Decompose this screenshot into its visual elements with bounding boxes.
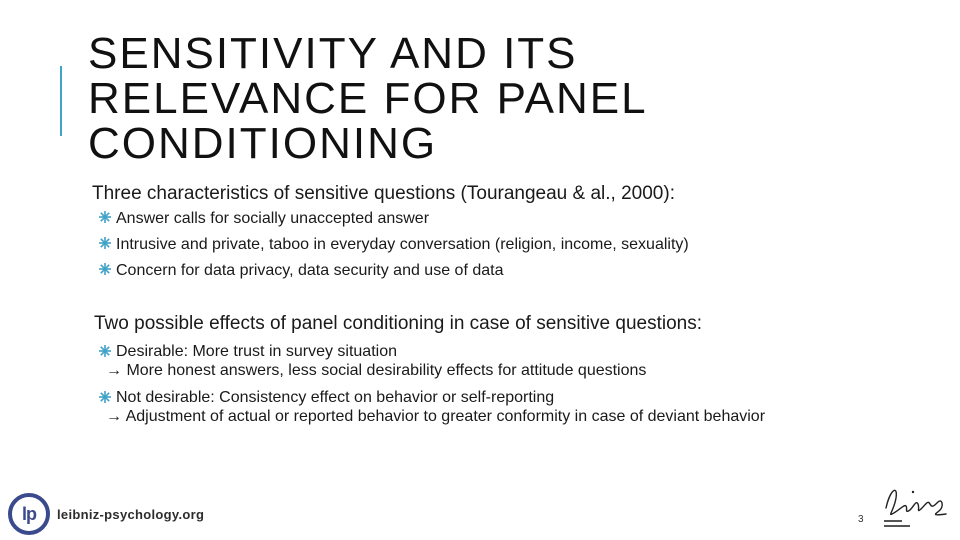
list-item — [94, 342, 765, 380]
list-item-subtext: → Adjustment of actual or reported behavior to greater conformity in case of deviant behavior — [106, 408, 766, 425]
slide-title — [88, 31, 848, 166]
asterisk-bullet-icon — [97, 209, 113, 225]
section2-heading: Two possible effects of panel conditioning in case of sensitive questions: — [94, 313, 703, 334]
list-item-text: Desirable: More trust in survey situation — [116, 343, 397, 360]
title-line-3: CONDITIONING — [88, 119, 438, 168]
list-item — [94, 260, 689, 286]
asterisk-bullet-icon — [97, 343, 113, 359]
asterisk-bullet-icon — [97, 389, 113, 405]
list-item — [94, 208, 689, 234]
list-item-text: Answer calls for socially unaccepted answer — [116, 210, 430, 227]
section1-heading: Three characteristics of sensitive questions (Tourangeau & al., 2000): — [92, 183, 675, 204]
list-item — [94, 234, 689, 260]
list-item-subtext: → More honest answers, less social desirability effects for attitude questions — [106, 362, 647, 379]
section2-list — [94, 342, 765, 434]
lp-logo-icon: lp — [8, 493, 50, 535]
list-item-text: Concern for data privacy, data security and use of data — [116, 262, 504, 279]
section1-list — [94, 208, 689, 286]
list-item — [94, 388, 765, 426]
organization-url: leibniz-psychology.org — [57, 506, 205, 522]
list-item-text: Not desirable: Consistency effect on behavior or self-reporting — [116, 389, 555, 406]
asterisk-bullet-icon — [97, 261, 113, 277]
title-line-2: RELEVANCE FOR PANEL — [88, 74, 648, 123]
asterisk-bullet-icon — [97, 235, 113, 251]
title-accent-bar — [60, 66, 62, 136]
leibniz-psychology-logo — [8, 493, 204, 535]
list-item-text: Intrusive and private, taboo in everyday conversation (religion, income, sexuality) — [116, 236, 689, 253]
title-line-1: SENSITIVITY AND ITS — [88, 29, 578, 78]
leibniz-signature-logo — [880, 478, 950, 534]
page-number: 3 — [858, 514, 864, 525]
